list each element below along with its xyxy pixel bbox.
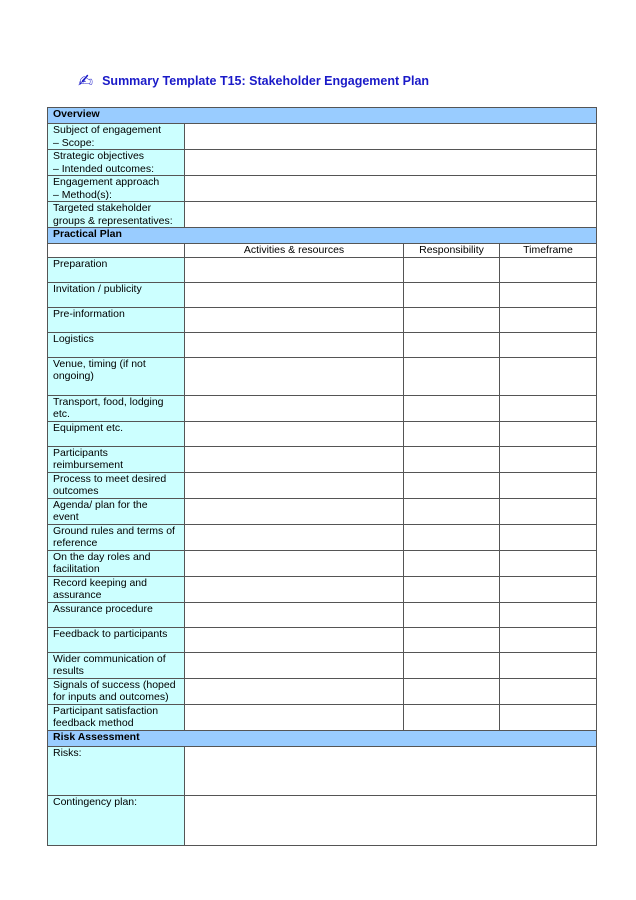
plan-row-label-line: Feedback to participants	[53, 627, 168, 640]
column-header-activities-resources: Activities & resources	[185, 244, 404, 258]
plan-row	[48, 704, 597, 730]
responsibility-field[interactable]	[404, 332, 500, 357]
plan-row-label	[48, 652, 185, 678]
activities-resources-field[interactable]	[185, 704, 404, 730]
activities-resources-field[interactable]	[185, 550, 404, 576]
plan-row	[48, 332, 597, 357]
plan-row-label	[48, 421, 185, 446]
timeframe-field[interactable]	[500, 524, 597, 550]
overview-value-field[interactable]	[185, 176, 597, 202]
plan-row-label-line: outcomes	[53, 485, 99, 497]
plan-row-label	[48, 395, 185, 421]
practical-plan-section	[48, 228, 597, 244]
responsibility-field[interactable]	[404, 357, 500, 395]
plan-row-label-line: Pre-information	[53, 307, 125, 320]
practical-plan-section-heading: Practical Plan	[48, 228, 597, 244]
plan-row	[48, 472, 597, 498]
activities-resources-field[interactable]	[185, 627, 404, 652]
activities-resources-field[interactable]	[185, 257, 404, 282]
plan-row-label-line: Record keeping and	[53, 576, 147, 589]
overview-section	[48, 108, 597, 124]
timeframe-field[interactable]	[500, 627, 597, 652]
plan-row-label-line: Participant satisfaction	[53, 704, 159, 717]
activities-resources-field[interactable]	[185, 678, 404, 704]
risk-row-label-line: Contingency plan:	[53, 795, 138, 808]
plan-row-label-line: Wider communication of	[53, 652, 166, 665]
timeframe-field[interactable]	[500, 282, 597, 307]
activities-resources-field[interactable]	[185, 472, 404, 498]
column-header-responsibility: Responsibility	[404, 244, 500, 258]
plan-row-label-line: for inputs and outcomes)	[53, 691, 169, 703]
plan-row-label	[48, 357, 185, 395]
overview-row	[48, 176, 597, 202]
risk-value-field[interactable]	[185, 795, 597, 845]
overview-label	[48, 202, 185, 228]
plan-row-label	[48, 576, 185, 602]
plan-row	[48, 576, 597, 602]
plan-row-label	[48, 602, 185, 627]
responsibility-field[interactable]	[404, 446, 500, 472]
plan-row-label	[48, 704, 185, 730]
plan-row-label-line: Logistics	[53, 332, 94, 345]
overview-label	[48, 124, 185, 150]
plan-row	[48, 678, 597, 704]
timeframe-field[interactable]	[500, 446, 597, 472]
responsibility-field[interactable]	[404, 307, 500, 332]
overview-value-field[interactable]	[185, 124, 597, 150]
plan-row	[48, 550, 597, 576]
plan-row-label-line: Participants	[53, 446, 108, 459]
overview-label-line: Subject of engagement	[53, 124, 161, 136]
overview-label	[48, 150, 185, 176]
plan-row	[48, 602, 597, 627]
responsibility-field[interactable]	[404, 257, 500, 282]
activities-resources-field[interactable]	[185, 307, 404, 332]
practical-plan-header-row	[48, 244, 597, 258]
responsibility-field[interactable]	[404, 498, 500, 524]
responsibility-field[interactable]	[404, 678, 500, 704]
stakeholder-engagement-table	[47, 107, 597, 846]
plan-row-label	[48, 307, 185, 332]
plan-row-label-line: reference	[53, 537, 98, 549]
timeframe-field[interactable]	[500, 550, 597, 576]
overview-value-field[interactable]	[185, 150, 597, 176]
timeframe-field[interactable]	[500, 332, 597, 357]
plan-row-label-line: Signals of success (hoped	[53, 678, 176, 691]
responsibility-field[interactable]	[404, 550, 500, 576]
responsibility-field[interactable]	[404, 576, 500, 602]
plan-row-label-line: On the day roles and	[53, 550, 151, 563]
plan-row-label-line: Agenda/ plan for the	[53, 498, 148, 511]
overview-section-heading: Overview	[48, 108, 597, 124]
column-header-blank	[48, 244, 185, 258]
plan-row-label	[48, 498, 185, 524]
timeframe-field[interactable]	[500, 421, 597, 446]
activities-resources-field[interactable]	[185, 395, 404, 421]
plan-row-label-line: etc.	[53, 408, 70, 420]
plan-row-label	[48, 524, 185, 550]
plan-row-label-line: Preparation	[53, 257, 108, 270]
plan-row	[48, 524, 597, 550]
plan-row-label-line: Ground rules and terms of	[53, 524, 175, 537]
responsibility-field[interactable]	[404, 524, 500, 550]
responsibility-field[interactable]	[404, 472, 500, 498]
plan-row	[48, 395, 597, 421]
timeframe-field[interactable]	[500, 678, 597, 704]
overview-label-line: Engagement approach	[53, 176, 160, 188]
plan-row	[48, 498, 597, 524]
responsibility-field[interactable]	[404, 282, 500, 307]
plan-row	[48, 627, 597, 652]
page-title-text: Summary Template T15: Stakeholder Engagement Plan	[102, 74, 430, 88]
activities-resources-field[interactable]	[185, 357, 404, 395]
plan-row-label-line: facilitation	[53, 563, 100, 575]
timeframe-field[interactable]	[500, 704, 597, 730]
plan-row-label-line: Equipment etc.	[53, 421, 124, 434]
responsibility-field[interactable]	[404, 602, 500, 627]
timeframe-field[interactable]	[500, 652, 597, 678]
risk-assessment-section-heading: Risk Assessment	[48, 730, 597, 746]
overview-row	[48, 150, 597, 176]
activities-resources-field[interactable]	[185, 576, 404, 602]
activities-resources-field[interactable]	[185, 602, 404, 627]
plan-row-label-line: Process to meet desired	[53, 472, 167, 485]
risk-row-label	[48, 746, 185, 795]
plan-row	[48, 446, 597, 472]
plan-row	[48, 357, 597, 395]
plan-row-label	[48, 332, 185, 357]
responsibility-field[interactable]	[404, 627, 500, 652]
plan-row	[48, 652, 597, 678]
responsibility-field[interactable]	[404, 704, 500, 730]
activities-resources-field[interactable]	[185, 421, 404, 446]
overview-label	[48, 176, 185, 202]
plan-row-label-line: reimbursement	[53, 459, 124, 471]
plan-row-label-line: results	[53, 665, 84, 677]
overview-row	[48, 202, 597, 228]
plan-row-label-line: Venue, timing (if not	[53, 357, 146, 370]
plan-row-label	[48, 446, 185, 472]
column-header-timeframe: Timeframe	[500, 244, 597, 258]
overview-label-line: Targeted stakeholder	[53, 202, 152, 214]
activities-resources-field[interactable]	[185, 446, 404, 472]
plan-row	[48, 307, 597, 332]
risk-assessment-section	[48, 730, 597, 746]
plan-row-label-line: Assurance procedure	[53, 602, 153, 615]
plan-row	[48, 257, 597, 282]
responsibility-field[interactable]	[404, 395, 500, 421]
plan-row-label	[48, 678, 185, 704]
overview-label-line: Strategic objectives	[53, 150, 145, 162]
plan-row-label-line: event	[53, 511, 79, 523]
activities-resources-field[interactable]	[185, 498, 404, 524]
page-title	[78, 69, 429, 93]
timeframe-field[interactable]	[500, 602, 597, 627]
activities-resources-field[interactable]	[185, 652, 404, 678]
pen-writing-icon: ✍	[78, 71, 94, 91]
responsibility-field[interactable]	[404, 652, 500, 678]
plan-row-label-line: feedback method	[53, 717, 134, 729]
risk-row-label-line: Risks:	[53, 746, 82, 759]
plan-row-label-line: ongoing)	[53, 370, 94, 382]
timeframe-field[interactable]	[500, 307, 597, 332]
plan-row-label-line: Invitation / publicity	[53, 282, 142, 295]
overview-label-line: – Intended outcomes:	[53, 162, 154, 175]
plan-row-label-line: assurance	[53, 589, 102, 601]
overview-label-line: – Method(s):	[53, 188, 112, 201]
overview-row	[48, 124, 597, 150]
responsibility-field[interactable]	[404, 421, 500, 446]
timeframe-field[interactable]	[500, 498, 597, 524]
overview-value-field[interactable]	[185, 202, 597, 228]
risk-row	[48, 795, 597, 845]
activities-resources-field[interactable]	[185, 524, 404, 550]
timeframe-field[interactable]	[500, 395, 597, 421]
plan-row-label	[48, 282, 185, 307]
risk-row	[48, 746, 597, 795]
activities-resources-field[interactable]	[185, 332, 404, 357]
overview-label-line: – Scope:	[53, 136, 95, 149]
timeframe-field[interactable]	[500, 357, 597, 395]
plan-row-label	[48, 257, 185, 282]
timeframe-field[interactable]	[500, 257, 597, 282]
plan-row	[48, 282, 597, 307]
plan-row-label-line: Transport, food, lodging	[53, 395, 164, 408]
plan-row-label	[48, 627, 185, 652]
risk-value-field[interactable]	[185, 746, 597, 795]
plan-row	[48, 421, 597, 446]
overview-label-line: groups & representatives:	[53, 214, 173, 227]
plan-row-label	[48, 472, 185, 498]
risk-row-label	[48, 795, 185, 845]
activities-resources-field[interactable]	[185, 282, 404, 307]
timeframe-field[interactable]	[500, 576, 597, 602]
plan-row-label	[48, 550, 185, 576]
timeframe-field[interactable]	[500, 472, 597, 498]
